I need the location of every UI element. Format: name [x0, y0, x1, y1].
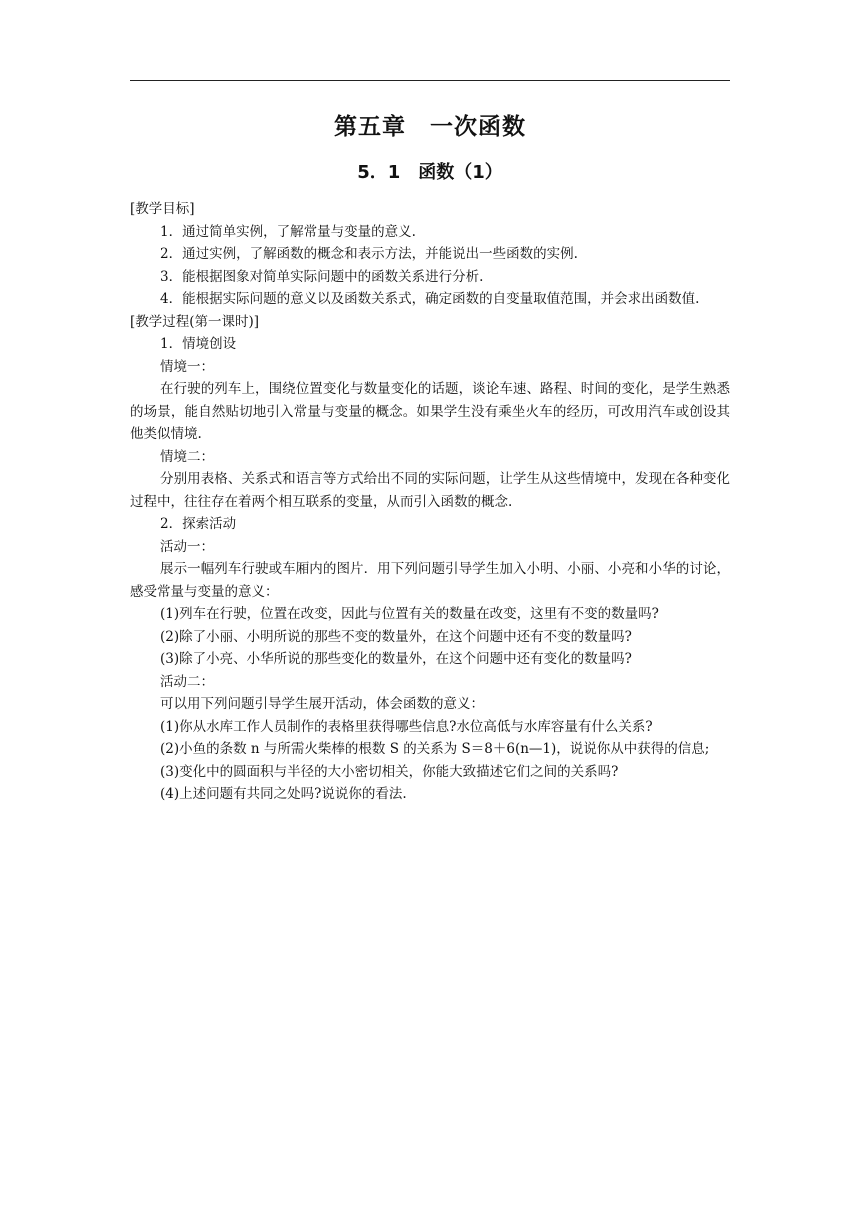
- process-heading: [教学过程(第一课时)]: [130, 313, 260, 330]
- objective-item: 4．能根据实际问题的意义以及函数关系式，确定函数的自变量取值范围，并会求出函数值.: [160, 291, 700, 307]
- activity-question: (1)你从水库工作人员制作的表格里获得哪些信息?水位高低与水库容量有什么关系?: [160, 718, 653, 735]
- part-title: 2．探索活动: [160, 516, 237, 532]
- section-title: 5．1 函数（1）: [357, 162, 503, 183]
- scenario-text: 分别用表格、关系式和语言等方式给出不同的实际问题，让学生从这些情境中，发现在各种变化过程中，往往存在着两个相互联系的变量，从而引入函数的概念.: [130, 471, 730, 510]
- activity-intro: 可以用下列问题引导学生展开活动，体会函数的意义：: [160, 696, 484, 712]
- header-rule: [130, 80, 730, 81]
- objective-item: 2．通过实例，了解函数的概念和表示方法，并能说出一些函数的实例.: [160, 246, 578, 262]
- part-title: 1．情境创设: [160, 336, 237, 352]
- scenario-text: 在行驶的列车上，围绕位置变化与数量变化的话题，谈论车速、路程、时间的变化，是学生熟悉的场景，能自然贴切地引入常量与变量的概念。如果学生没有乘坐火车的经历，可改用汽车或创设其他类似情境.: [130, 381, 730, 442]
- scenario-title: 情境一：: [160, 358, 214, 375]
- activity-question: (1)列车在行驶，位置在改变，因此与位置有关的数量在改变，这里有不变的数量吗?: [160, 606, 659, 622]
- activity-question: (3)除了小亮、小华所说的那些变化的数量外，在这个问题中还有变化的数量吗?: [160, 651, 632, 667]
- document-body: [130, 198, 730, 806]
- activity-intro: 展示一幅列车行驶或车厢内的图片．用下列问题引导学生加入小明、小丽、小亮和小华的讨论，感受常量与变量的意义：: [130, 561, 730, 600]
- activity-question: (2)小鱼的条数 n 与所需火柴棒的根数 S 的关系为 S＝8＋6(n—1)，说说你从中获得的信息;: [160, 741, 710, 757]
- activity-question: (3)变化中的圆面积与半径的大小密切相关，你能大致描述它们之间的关系吗?: [160, 763, 619, 780]
- scenario-title: 情境二：: [160, 448, 214, 465]
- chapter-title: 第五章 一次函数: [334, 114, 526, 140]
- activity-question: (4)上述问题有共同之处吗?说说你的看法.: [160, 786, 407, 802]
- objectives-heading: [教学目标]: [130, 201, 195, 217]
- activity-question: (2)除了小丽、小明所说的那些不变的数量外，在这个问题中还有不变的数量吗?: [160, 628, 632, 645]
- document-page: [130, 0, 730, 1216]
- activity-title: 活动二：: [160, 673, 214, 690]
- objective-item: 1．通过简单实例，了解常量与变量的意义.: [160, 223, 416, 240]
- objective-item: 3．能根据图象对简单实际问题中的函数关系进行分析.: [160, 268, 484, 285]
- activity-title: 活动一：: [160, 538, 214, 555]
